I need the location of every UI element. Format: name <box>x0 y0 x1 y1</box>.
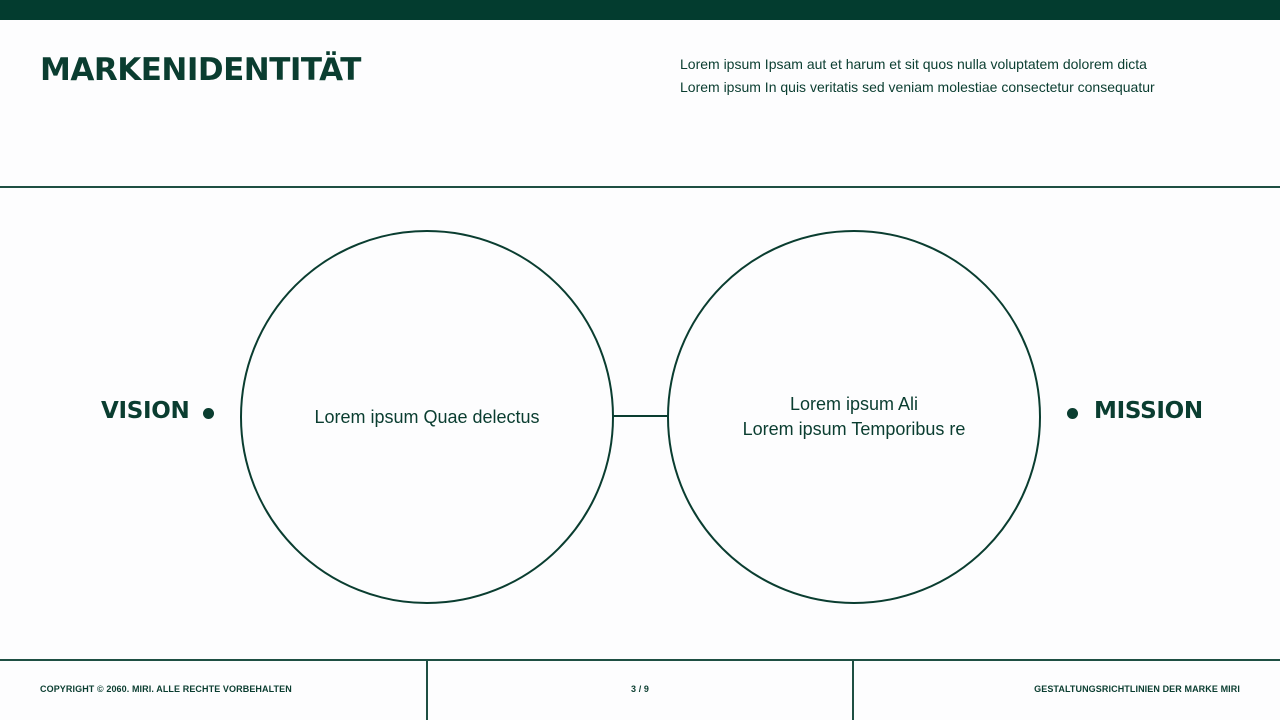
intro-line-2: Lorem ipsum In quis veritatis sed veniam molestiae consectetur consequatur <box>680 79 1155 95</box>
intro-text <box>680 53 1240 99</box>
circle-connector-line <box>612 415 669 417</box>
footer-doc-title: GESTALTUNGSRICHTLINIEN DER MARKE MIRI <box>1034 684 1240 694</box>
footer-copyright: COPYRIGHT © 2060. MIRI. ALLE RECHTE VORBEHALTEN <box>40 684 292 694</box>
vision-dot <box>203 408 214 419</box>
intro-line-1: Lorem ipsum Ipsam aut et harum et sit quos nulla voluptatem dolorem dicta <box>680 56 1147 72</box>
mission-label: MISSION <box>1094 398 1203 424</box>
top-accent-bar <box>0 0 1280 20</box>
mission-dot <box>1067 408 1078 419</box>
page-title: MARKENIDENTITÄT <box>40 52 361 88</box>
vision-label: VISION <box>101 398 190 424</box>
vision-circle <box>240 230 614 604</box>
footer-page-number: 3 / 9 <box>630 684 649 694</box>
vision-text-line-1: Lorem ipsum Quae delectus <box>314 406 540 427</box>
mission-text-line-2: Lorem ipsum Temporibus re <box>742 419 966 439</box>
mission-text-line-1: Lorem ipsum Ali <box>789 394 919 414</box>
footer-divider <box>0 659 1280 661</box>
header-divider <box>0 186 1280 188</box>
mission-circle <box>667 230 1041 604</box>
